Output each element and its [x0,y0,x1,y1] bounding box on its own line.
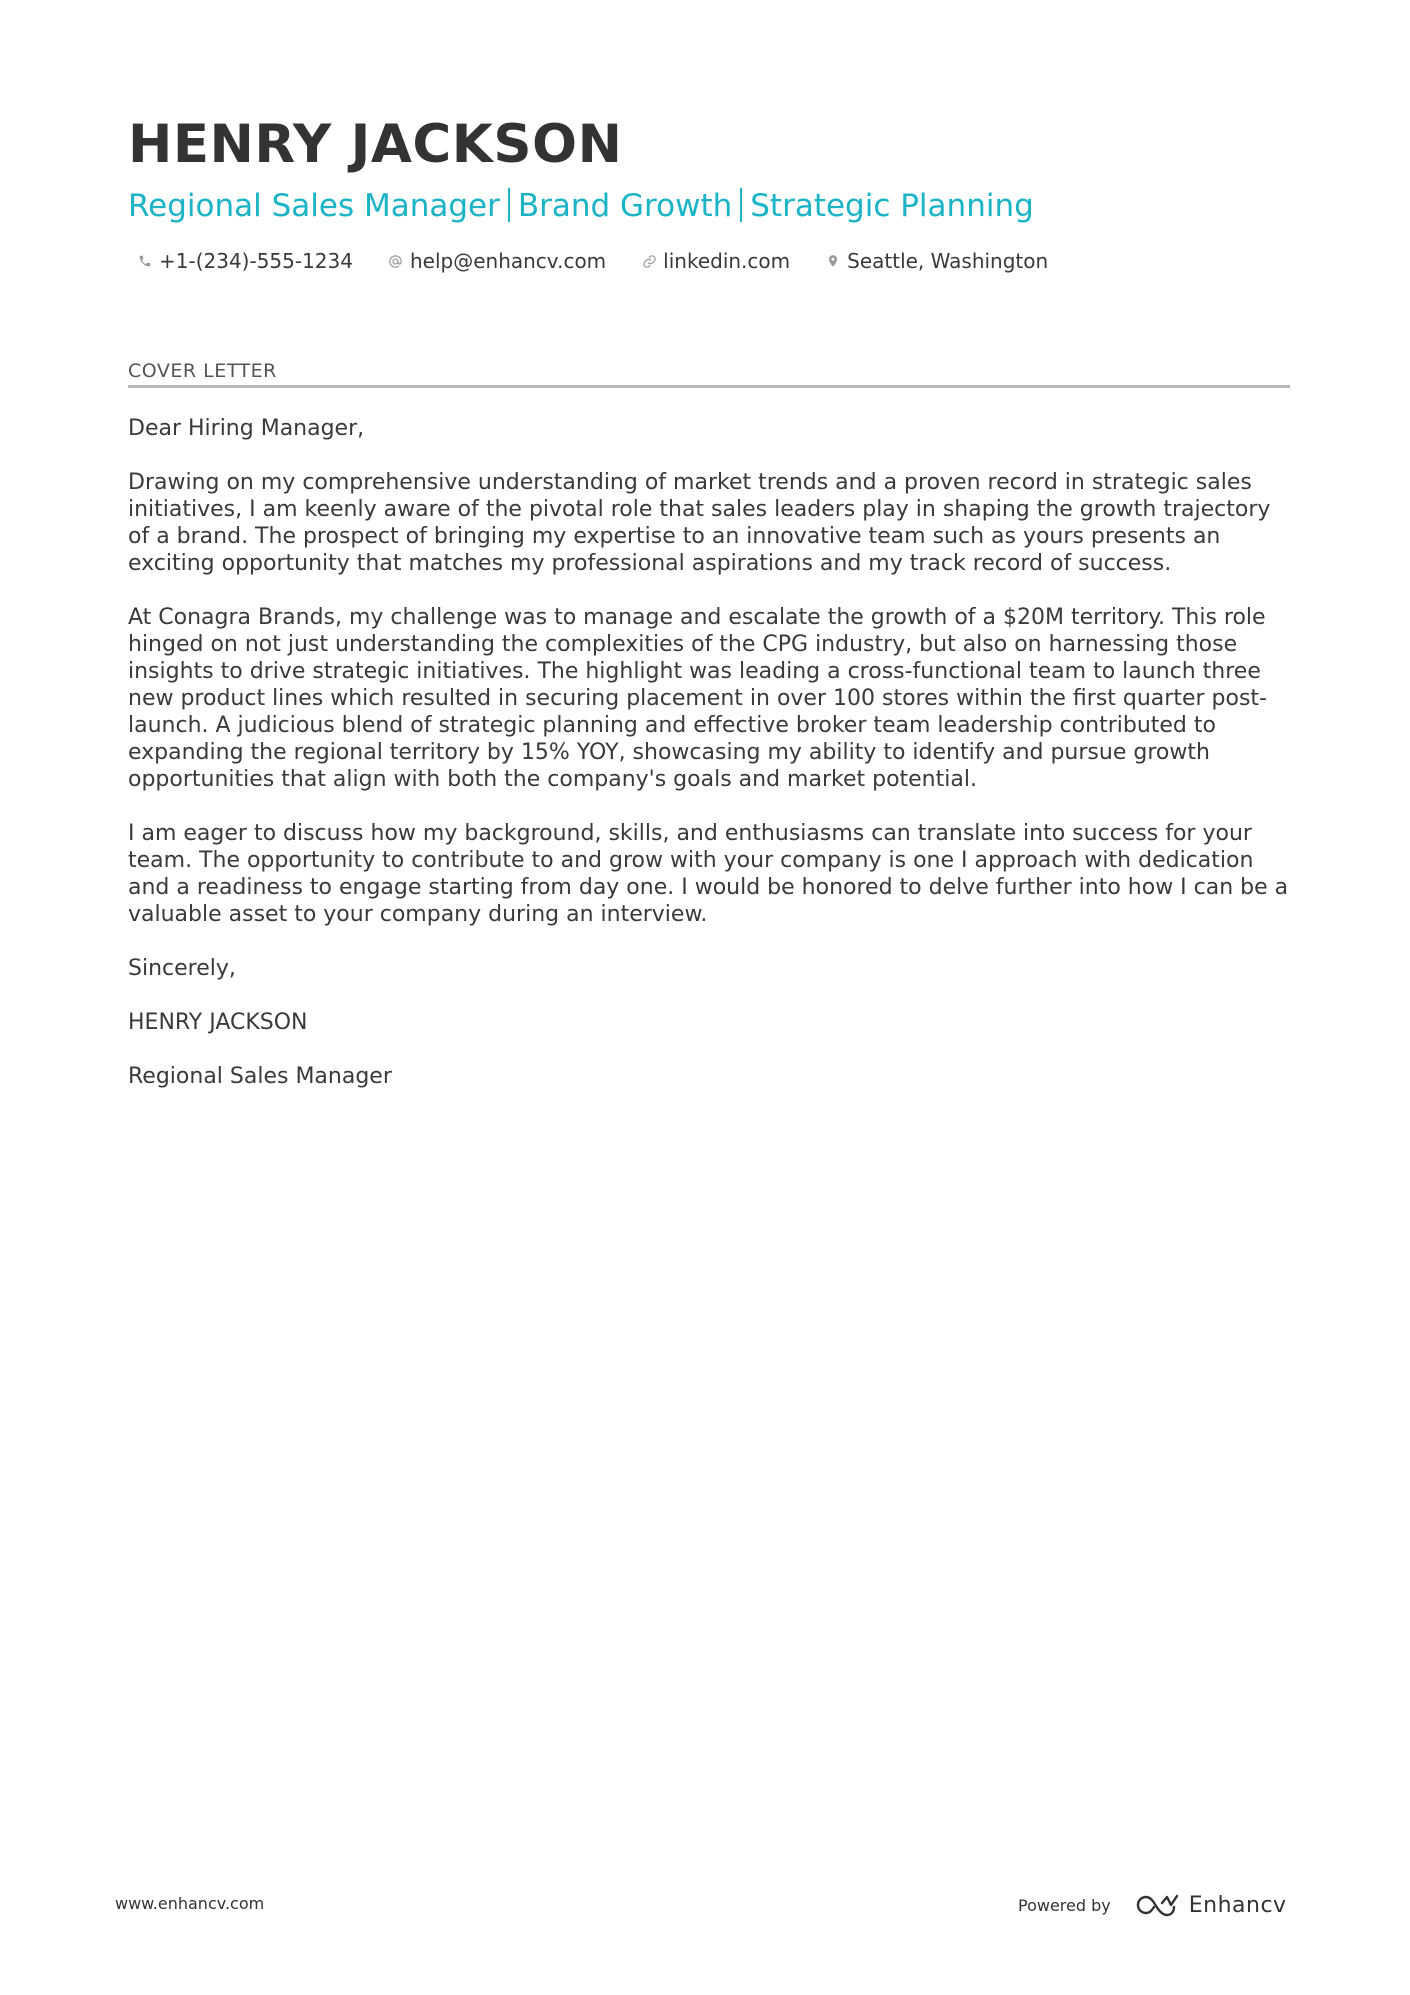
contact-phone-text: +1-(234)-555-1234 [159,249,353,273]
headline-part-role: Regional Sales Manager [128,188,500,224]
candidate-headline [128,186,1290,226]
section-title-cover-letter: COVER LETTER [128,360,1290,388]
footer-powered-by [1018,1890,1287,1920]
enhancv-logo-text: Enhancv [1188,1892,1287,1918]
footer-website-link[interactable]: www.enhancv.com [115,1894,265,1913]
letter-body [128,415,1290,1090]
letter-paragraph-3: I am eager to discuss how my background, skills, and enthusiasms can translate into success for your team. The opportunity to contribute to and grow with your company is one I approach with dedication and a readiness to engage starting from day one. I would be honored to delve further into how I can be a valuable asset to your company during an interview. [128,821,1289,927]
headline-part-planning: Strategic Planning [750,188,1034,224]
enhancv-logo-icon [1135,1892,1181,1918]
headline-part-growth: Brand Growth [517,188,733,224]
link-icon [640,252,658,270]
candidate-name: HENRY JACKSON [128,114,623,175]
contact-row [128,246,1290,276]
headline-divider [508,188,510,222]
signature-title: Regional Sales Manager [128,1064,392,1089]
contact-phone [128,246,353,276]
powered-by-label: Powered by [1018,1895,1111,1915]
contact-location-text: Seattle, Washington [847,249,1049,273]
contact-location [816,246,1048,276]
enhancv-logo[interactable] [1135,1892,1287,1918]
letter-paragraph-2: At Conagra Brands, my challenge was to manage and escalate the growth of a $20M territory. This role hinged on not just understanding the complexities of the CPG industry, but also on harnessing those insights to drive strategic initiatives. The highlight was leading a cross-functional team to launch three new product lines which resulted in securing placement in over 100 stores within the first quarter post-launch. A judicious blend of strategic planning and effective broker team leadership contributed to expanding the regional territory by 15% YOY, showcasing my ability to identify and pursue growth opportunities that align with both the company's goals and market potential. [128,605,1267,792]
contact-email-text: help@enhancv.com [409,249,607,273]
letter-paragraph-1: Drawing on my comprehensive understanding of market trends and a proven record in strategic sales initiatives, I am keenly aware of the pivotal role that sales leaders play in shaping the growth trajectory of a brand. The prospect of bringing my expertise to an innovative team such as yours presents an exciting opportunity that matches my professional aspirations and my track record of success. [128,470,1271,576]
letter-greeting: Dear Hiring Manager, [128,416,365,441]
headline-divider [740,188,742,222]
contact-linkedin-text: linkedin.com [663,249,791,273]
phone-icon [136,252,154,270]
signature-name: HENRY JACKSON [128,1010,308,1035]
contact-email [379,246,606,276]
location-pin-icon [824,252,842,270]
cover-letter-page [128,110,1290,1117]
at-icon [387,252,405,270]
letter-closing: Sincerely, [128,956,236,981]
contact-linkedin [632,246,790,276]
